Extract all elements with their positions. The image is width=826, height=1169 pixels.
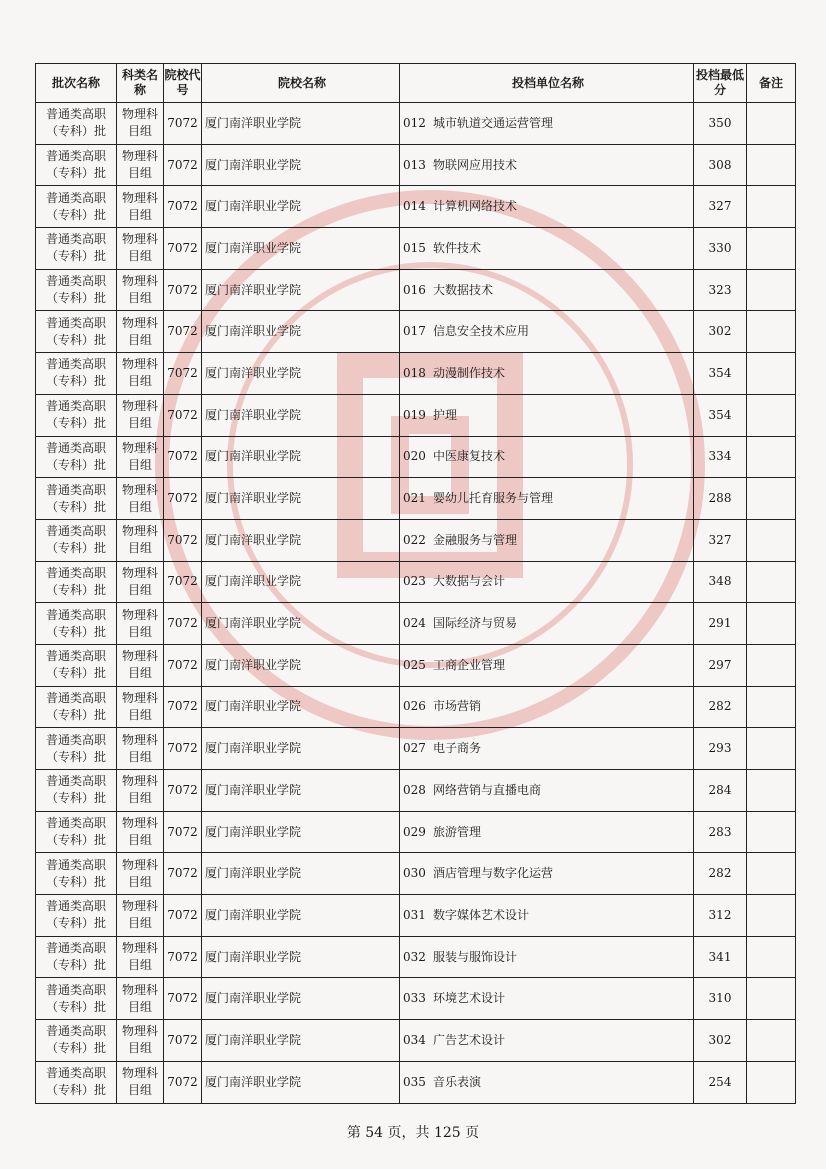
cell-min-score: 282 <box>694 686 747 728</box>
unit-code: 015 <box>403 240 426 255</box>
cell-note <box>747 895 796 937</box>
cell-school-code: 7072 <box>164 269 202 311</box>
cell-school-code: 7072 <box>164 228 202 270</box>
cell-batch: 普通类高职（专科）批 <box>36 978 117 1020</box>
cell-school-name: 厦门南洋职业学院 <box>202 269 400 311</box>
unit-code: 030 <box>403 866 426 881</box>
cell-min-score: 350 <box>694 103 747 145</box>
cell-min-score: 330 <box>694 228 747 270</box>
header-min-score: 投档最低分 <box>694 64 747 103</box>
cell-min-score: 348 <box>694 561 747 603</box>
unit-code: 026 <box>403 699 426 714</box>
cell-note <box>747 1061 796 1103</box>
cell-batch: 普通类高职（专科）批 <box>36 644 117 686</box>
table-row <box>36 478 796 520</box>
unit-name: 动漫制作技术 <box>433 365 506 380</box>
header-unit-name: 投档单位名称 <box>400 64 694 103</box>
cell-note <box>747 311 796 353</box>
table-row <box>36 770 796 812</box>
unit-code: 016 <box>403 282 426 297</box>
cell-min-score: 334 <box>694 436 747 478</box>
unit-name: 计算机网络技术 <box>433 199 518 214</box>
cell-batch: 普通类高职（专科）批 <box>36 186 117 228</box>
cell-note <box>747 436 796 478</box>
unit-code: 027 <box>403 741 426 756</box>
cell-unit <box>400 519 694 561</box>
cell-unit <box>400 561 694 603</box>
cell-batch: 普通类高职（专科）批 <box>36 478 117 520</box>
cell-unit <box>400 603 694 645</box>
cell-school-name: 厦门南洋职业学院 <box>202 478 400 520</box>
cell-note <box>747 644 796 686</box>
cell-batch: 普通类高职（专科）批 <box>36 686 117 728</box>
table-row <box>36 436 796 478</box>
cell-school-code: 7072 <box>164 936 202 978</box>
unit-name: 软件技术 <box>433 240 482 255</box>
cell-school-code: 7072 <box>164 103 202 145</box>
cell-unit <box>400 228 694 270</box>
cell-min-score: 354 <box>694 353 747 395</box>
cell-unit <box>400 1061 694 1103</box>
cell-school-code: 7072 <box>164 770 202 812</box>
unit-code: 034 <box>403 1032 426 1047</box>
cell-note <box>747 978 796 1020</box>
cell-school-name: 厦门南洋职业学院 <box>202 686 400 728</box>
cell-batch: 普通类高职（专科）批 <box>36 895 117 937</box>
cell-school-name: 厦门南洋职业学院 <box>202 144 400 186</box>
cell-school-name: 厦门南洋职业学院 <box>202 1061 400 1103</box>
unit-name: 广告艺术设计 <box>433 1032 506 1047</box>
unit-name: 大数据技术 <box>433 282 494 297</box>
cell-unit <box>400 686 694 728</box>
unit-code: 014 <box>403 199 426 214</box>
unit-name: 金融服务与管理 <box>433 532 518 547</box>
cell-note <box>747 603 796 645</box>
table-row <box>36 728 796 770</box>
unit-name: 电子商务 <box>433 741 482 756</box>
cell-note <box>747 144 796 186</box>
cell-note <box>747 728 796 770</box>
unit-name: 环境艺术设计 <box>433 991 506 1006</box>
cell-min-score: 297 <box>694 644 747 686</box>
cell-unit <box>400 853 694 895</box>
cell-school-code: 7072 <box>164 895 202 937</box>
cell-school-name: 厦门南洋职业学院 <box>202 644 400 686</box>
cell-subject: 物理科目组 <box>117 853 164 895</box>
cell-school-name: 厦门南洋职业学院 <box>202 936 400 978</box>
cell-school-code: 7072 <box>164 478 202 520</box>
admissions-table <box>35 63 796 1104</box>
unit-name: 服装与服饰设计 <box>433 949 518 964</box>
cell-unit <box>400 436 694 478</box>
cell-note <box>747 103 796 145</box>
table-row <box>36 1020 796 1062</box>
cell-subject: 物理科目组 <box>117 936 164 978</box>
cell-unit <box>400 353 694 395</box>
unit-name: 物联网应用技术 <box>433 157 518 172</box>
cell-note <box>747 770 796 812</box>
cell-min-score: 291 <box>694 603 747 645</box>
cell-min-score: 327 <box>694 519 747 561</box>
table-row <box>36 353 796 395</box>
table-row <box>36 1061 796 1103</box>
cell-note <box>747 478 796 520</box>
cell-unit <box>400 478 694 520</box>
cell-note <box>747 519 796 561</box>
cell-school-code: 7072 <box>164 353 202 395</box>
table-body <box>36 103 796 1104</box>
cell-subject: 物理科目组 <box>117 895 164 937</box>
cell-batch: 普通类高职（专科）批 <box>36 103 117 145</box>
unit-name: 护理 <box>433 407 458 422</box>
unit-code: 033 <box>403 991 426 1006</box>
cell-school-code: 7072 <box>164 853 202 895</box>
cell-subject: 物理科目组 <box>117 478 164 520</box>
cell-batch: 普通类高职（专科）批 <box>36 936 117 978</box>
cell-school-code: 7072 <box>164 811 202 853</box>
unit-code: 019 <box>403 407 426 422</box>
cell-school-name: 厦门南洋职业学院 <box>202 436 400 478</box>
cell-batch: 普通类高职（专科）批 <box>36 561 117 603</box>
cell-subject: 物理科目组 <box>117 1020 164 1062</box>
table-row <box>36 311 796 353</box>
unit-code: 025 <box>403 657 426 672</box>
cell-note <box>747 394 796 436</box>
cell-school-code: 7072 <box>164 186 202 228</box>
cell-school-name: 厦门南洋职业学院 <box>202 519 400 561</box>
table-row <box>36 811 796 853</box>
cell-note <box>747 561 796 603</box>
unit-code: 035 <box>403 1074 426 1089</box>
cell-batch: 普通类高职（专科）批 <box>36 811 117 853</box>
cell-subject: 物理科目组 <box>117 811 164 853</box>
unit-name: 网络营销与直播电商 <box>433 782 542 797</box>
cell-unit <box>400 1020 694 1062</box>
cell-school-name: 厦门南洋职业学院 <box>202 353 400 395</box>
unit-name: 中医康复技术 <box>433 449 506 464</box>
cell-unit <box>400 269 694 311</box>
table-row <box>36 978 796 1020</box>
cell-school-name: 厦门南洋职业学院 <box>202 770 400 812</box>
cell-school-name: 厦门南洋职业学院 <box>202 394 400 436</box>
cell-min-score: 327 <box>694 186 747 228</box>
cell-unit <box>400 144 694 186</box>
cell-subject: 物理科目组 <box>117 1061 164 1103</box>
cell-unit <box>400 103 694 145</box>
cell-school-name: 厦门南洋职业学院 <box>202 228 400 270</box>
table-row <box>36 853 796 895</box>
cell-min-score: 302 <box>694 311 747 353</box>
table-row <box>36 686 796 728</box>
cell-batch: 普通类高职（专科）批 <box>36 603 117 645</box>
cell-subject: 物理科目组 <box>117 436 164 478</box>
cell-unit <box>400 811 694 853</box>
cell-subject: 物理科目组 <box>117 519 164 561</box>
cell-subject: 物理科目组 <box>117 353 164 395</box>
cell-subject: 物理科目组 <box>117 186 164 228</box>
cell-school-code: 7072 <box>164 644 202 686</box>
cell-school-code: 7072 <box>164 1020 202 1062</box>
cell-unit <box>400 644 694 686</box>
cell-subject: 物理科目组 <box>117 103 164 145</box>
cell-school-code: 7072 <box>164 436 202 478</box>
table-row <box>36 561 796 603</box>
cell-school-code: 7072 <box>164 561 202 603</box>
cell-subject: 物理科目组 <box>117 728 164 770</box>
cell-batch: 普通类高职（专科）批 <box>36 519 117 561</box>
table-row <box>36 103 796 145</box>
cell-subject: 物理科目组 <box>117 770 164 812</box>
unit-name: 城市轨道交通运营管理 <box>433 115 554 130</box>
cell-note <box>747 936 796 978</box>
cell-subject: 物理科目组 <box>117 603 164 645</box>
cell-note <box>747 186 796 228</box>
cell-unit <box>400 186 694 228</box>
cell-batch: 普通类高职（专科）批 <box>36 1020 117 1062</box>
unit-code: 024 <box>403 616 426 631</box>
table-header-row <box>36 64 796 103</box>
header-school-code: 院校代号 <box>164 64 202 103</box>
cell-subject: 物理科目组 <box>117 978 164 1020</box>
unit-name: 信息安全技术应用 <box>433 324 530 339</box>
unit-code: 012 <box>403 115 426 130</box>
table-row <box>36 186 796 228</box>
cell-note <box>747 853 796 895</box>
cell-subject: 物理科目组 <box>117 561 164 603</box>
header-school-name: 院校名称 <box>202 64 400 103</box>
table-row <box>36 644 796 686</box>
unit-code: 022 <box>403 532 426 547</box>
unit-code: 032 <box>403 949 426 964</box>
cell-min-score: 282 <box>694 853 747 895</box>
cell-min-score: 323 <box>694 269 747 311</box>
cell-min-score: 341 <box>694 936 747 978</box>
table-row <box>36 394 796 436</box>
cell-note <box>747 228 796 270</box>
cell-batch: 普通类高职（专科）批 <box>36 853 117 895</box>
cell-batch: 普通类高职（专科）批 <box>36 728 117 770</box>
cell-batch: 普通类高职（专科）批 <box>36 770 117 812</box>
cell-batch: 普通类高职（专科）批 <box>36 353 117 395</box>
unit-name: 音乐表演 <box>433 1074 482 1089</box>
cell-min-score: 312 <box>694 895 747 937</box>
cell-unit <box>400 895 694 937</box>
unit-name: 国际经济与贸易 <box>433 616 518 631</box>
unit-code: 028 <box>403 782 426 797</box>
cell-subject: 物理科目组 <box>117 644 164 686</box>
cell-batch: 普通类高职（专科）批 <box>36 394 117 436</box>
cell-school-name: 厦门南洋职业学院 <box>202 1020 400 1062</box>
cell-min-score: 310 <box>694 978 747 1020</box>
table-row <box>36 519 796 561</box>
cell-note <box>747 269 796 311</box>
cell-min-score: 308 <box>694 144 747 186</box>
table-row <box>36 603 796 645</box>
table-row <box>36 144 796 186</box>
cell-school-name: 厦门南洋职业学院 <box>202 811 400 853</box>
cell-school-code: 7072 <box>164 144 202 186</box>
cell-school-code: 7072 <box>164 394 202 436</box>
cell-school-code: 7072 <box>164 311 202 353</box>
unit-name: 婴幼儿托育服务与管理 <box>433 491 554 506</box>
cell-school-name: 厦门南洋职业学院 <box>202 561 400 603</box>
cell-unit <box>400 311 694 353</box>
cell-school-code: 7072 <box>164 978 202 1020</box>
cell-unit <box>400 728 694 770</box>
cell-school-code: 7072 <box>164 1061 202 1103</box>
cell-school-code: 7072 <box>164 686 202 728</box>
cell-school-code: 7072 <box>164 603 202 645</box>
page-number: 第 54 页，共 125 页 <box>346 1125 480 1141</box>
cell-subject: 物理科目组 <box>117 228 164 270</box>
unit-code: 023 <box>403 574 426 589</box>
unit-name: 旅游管理 <box>433 824 482 839</box>
cell-school-name: 厦门南洋职业学院 <box>202 895 400 937</box>
unit-code: 029 <box>403 824 426 839</box>
cell-unit <box>400 770 694 812</box>
unit-code: 021 <box>403 491 426 506</box>
cell-subject: 物理科目组 <box>117 144 164 186</box>
unit-name: 酒店管理与数字化运营 <box>433 866 554 881</box>
cell-subject: 物理科目组 <box>117 311 164 353</box>
unit-code: 020 <box>403 449 426 464</box>
cell-min-score: 302 <box>694 1020 747 1062</box>
unit-name: 工商企业管理 <box>433 657 506 672</box>
cell-subject: 物理科目组 <box>117 394 164 436</box>
unit-code: 017 <box>403 324 426 339</box>
cell-school-name: 厦门南洋职业学院 <box>202 103 400 145</box>
cell-min-score: 254 <box>694 1061 747 1103</box>
cell-subject: 物理科目组 <box>117 686 164 728</box>
cell-unit <box>400 394 694 436</box>
table-row <box>36 895 796 937</box>
cell-min-score: 354 <box>694 394 747 436</box>
cell-school-name: 厦门南洋职业学院 <box>202 186 400 228</box>
cell-school-name: 厦门南洋职业学院 <box>202 603 400 645</box>
cell-school-code: 7072 <box>164 728 202 770</box>
table-row <box>36 269 796 311</box>
cell-batch: 普通类高职（专科）批 <box>36 144 117 186</box>
cell-note <box>747 686 796 728</box>
unit-name: 市场营销 <box>433 699 482 714</box>
cell-batch: 普通类高职（专科）批 <box>36 1061 117 1103</box>
cell-note <box>747 1020 796 1062</box>
cell-min-score: 293 <box>694 728 747 770</box>
cell-school-name: 厦门南洋职业学院 <box>202 978 400 1020</box>
unit-code: 018 <box>403 365 426 380</box>
cell-subject: 物理科目组 <box>117 269 164 311</box>
header-batch: 批次名称 <box>36 64 117 103</box>
cell-min-score: 284 <box>694 770 747 812</box>
unit-code: 031 <box>403 907 426 922</box>
cell-note <box>747 353 796 395</box>
cell-min-score: 288 <box>694 478 747 520</box>
cell-batch: 普通类高职（专科）批 <box>36 436 117 478</box>
header-subject: 科类名称 <box>117 64 164 103</box>
cell-school-name: 厦门南洋职业学院 <box>202 311 400 353</box>
cell-unit <box>400 978 694 1020</box>
cell-batch: 普通类高职（专科）批 <box>36 269 117 311</box>
unit-name: 大数据与会计 <box>433 574 506 589</box>
unit-code: 013 <box>403 157 426 172</box>
cell-note <box>747 811 796 853</box>
cell-batch: 普通类高职（专科）批 <box>36 228 117 270</box>
unit-name: 数字媒体艺术设计 <box>433 907 530 922</box>
cell-school-code: 7072 <box>164 519 202 561</box>
cell-school-name: 厦门南洋职业学院 <box>202 853 400 895</box>
cell-batch: 普通类高职（专科）批 <box>36 311 117 353</box>
table-row <box>36 936 796 978</box>
header-note: 备注 <box>747 64 796 103</box>
cell-school-name: 厦门南洋职业学院 <box>202 728 400 770</box>
table-row <box>36 228 796 270</box>
cell-min-score: 283 <box>694 811 747 853</box>
cell-unit <box>400 936 694 978</box>
